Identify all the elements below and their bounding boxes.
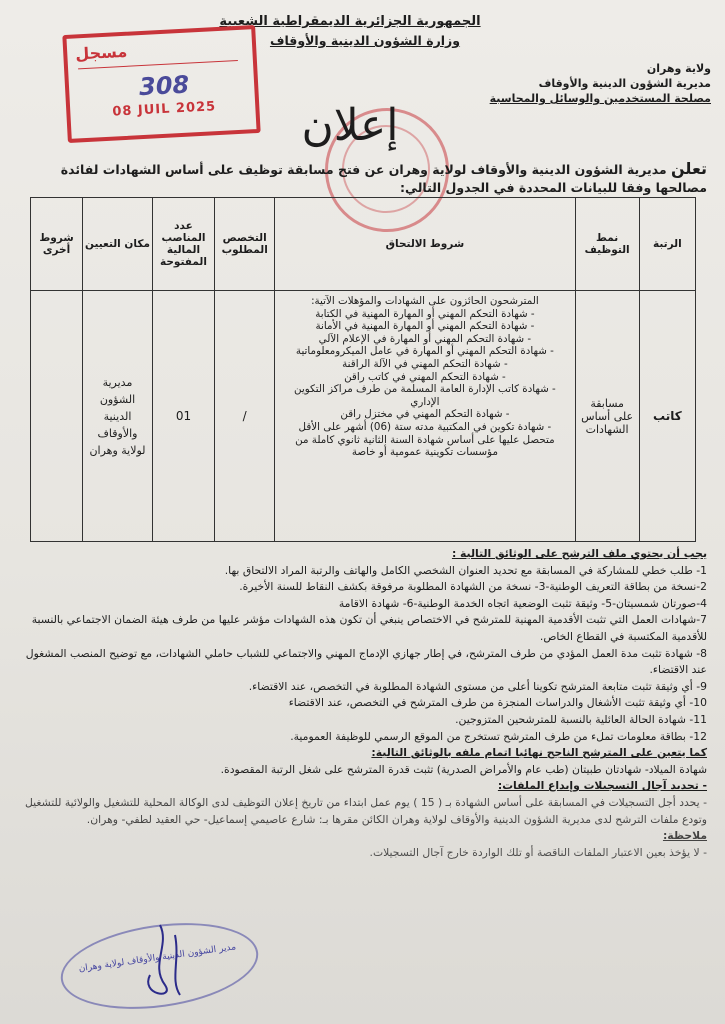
condition-line: - شهادة التحكم المهني في مختزل راقن [340,408,510,421]
page-title: إعلان [301,100,399,151]
cell-mode: مسابقة على أساس الشهادات [575,291,639,542]
note-heading: ملاحظة: [662,829,707,843]
document-item: 2-نسخة من بطاقة التعريف الوطنية-3- نسخة من الشهادة المطلوبة مرفوقة بكشف النقاط للسنة الأخيرة. [239,580,707,594]
condition-line: - شهادة التحكم المهني أو المهارة في الإعلام الآلي [318,332,532,345]
condition-line: - شهادة كاتب الإدارة العامة المسلمة من طرف مراكز التكوين الإداري [294,383,556,408]
header-specialty: التخصص المطلوب [215,198,275,291]
director-stamp-text: مدير الشؤون الدينية والأوقاف لولاية وهران [78,942,237,975]
document-item: 8- شهادة تثبت مدة العمل المؤدي من طرف المترشح، في إطار جهازي الإدماج المهني والاجتماعي للشباب حاملي الشهادات، مع توضيح المنصب المشغول عند الاقتضاء. [25,646,707,677]
service-label: مصلحة المستخدمين والوسائل والمحاسبة [489,92,711,105]
document-item: 12- بطاقة معلومات تملء من طرف المترشح تستخرج من الموقع الرسمي للوظيفة العمومية. [290,729,707,743]
documents-section [22,546,707,861]
stamp-number: 308 [138,70,190,102]
table-header-row [31,198,696,291]
cell-rank: كاتب [639,291,695,542]
document-item: 1- طلب خطي للمشاركة في المسابقة مع تحديد العنوان الشخصي الكامل والهاتف والرتبة المراد الالتحاق بها. [224,563,707,577]
condition-line: - شهادة تكوين في المكتبية مدته ستة (06) أشهر على الأقل متحصل عليها على أساس شهادة السنة الثانية ثانوي كاملة من مؤسسات تكوينية عمومية أو خاصة [295,420,555,459]
deadline-heading: - تحديد آجال التسجيلات وإيداع الملفات: [497,779,707,793]
condition-line: - شهادة التحكم المهني أو المهارة المهنية في الكتابة [315,307,535,320]
cell-conditions [275,291,575,542]
cell-specialty: / [215,291,275,542]
note-text: - لا يؤخذ بعين الاعتبار الملفات الناقصة أو تلك الواردة خارج آجال التسجيلات. [369,845,707,859]
documents-heading: يجب أن يحتوي ملف الترشح على الوثائق التالية : [451,547,707,560]
final-documents-heading: كما يتعين على المترشح الناجح نهائيا اتمام ملفه بالوثائق التالية: [371,746,707,760]
final-documents-text: شهادة الميلاد- شهادتان طبيتان (طب عام والأمراض الصدرية) تثبت قدرة المترشح على شغل الرتبة المقصودة. [220,762,707,776]
condition-line: - شهادة التحكم المهني في الآلة الراقنة [342,357,508,370]
deadline-item: وتودع ملفات الترشح لدى مديرية الشؤون الدينية والأوقاف لولاية وهران الكائن مقرها بـ: شارع عاصيمي إسماعيل- حي العقيد لطفي- وهران. [86,812,707,826]
intro-lead: تعلن [671,159,707,178]
wilaya-label: ولاية وهران [646,62,711,75]
republic-header: الجمهورية الجزائرية الديمقراطية الشعبية [219,14,481,29]
table-row [31,291,696,542]
stamp-date: 08 JUIL 2025 [112,99,217,120]
stamp-word: مسجل [74,41,128,64]
header-mode: نمط التوظيف [575,198,639,291]
condition-line: المترشحون الحائزون على الشهادات والمؤهلات الآتية: [311,295,539,307]
condition-line: - شهادة التحكم المهني أو المهارة المهنية في الأمانة [315,320,535,333]
document-item: 11- شهادة الحالة العائلية بالنسبة للمترشحين المتزوجين. [455,712,707,726]
cell-other [31,291,83,542]
directorate-label: مديرية الشؤون الدينية والأوقاف [538,77,711,90]
document-item: 7-شهادات العمل التي تثبت الأقدمية المهنية للمترشح في الاختصاص ينبغي أن تكون هذه الشهادات مؤشر عليها من طرف هيئة الضمان الاجتماعي بالنسبة للأقدمية المكتسبة في القطاع الخاص. [31,613,707,643]
header-other: شروط أخرى [31,198,83,291]
header-rank: الرتبة [639,198,695,291]
header-posts: عدد المناصب المالية المفتوحة [152,198,214,291]
deadline-item: - يحدد أجل التسجيلات في المسابقة على أساس الشهادة بـ ( 15 ) يوم عمل ابتداء من تاريخ إعلان التوظيف لدى الوكالة المحلية للتشغيل والولائية للتشغيل [25,795,707,809]
announcement-intro [17,160,707,197]
condition-line: - شهادة التحكم المهني في كاتب راقن [344,370,506,383]
intro-text: مديرية الشؤون الدينية والأوقاف لولاية وهران عن فتح مسابقة توظيف على أساس الشهادات لفائدة مصالحها وفقا للبيانات المحددة في الجدول التالي: [60,162,707,195]
condition-line: - شهادة التحكم المهني أو المهارة في عامل الميكرومعلوماتية [295,345,554,358]
signature-mark [120,915,210,1005]
document-item: 4-صورتان شمسيتان-5- وثيقة تثبت الوضعية اتجاه الخدمة الوطنية-6- شهادة الاقامة [338,596,707,610]
cell-place: مديرية الشؤون الدينية والأوقاف لولاية وهران [83,291,153,542]
header-place: مكان التعيين [83,198,153,291]
document-item: 9- أي وثيقة تثبت متابعة المترشح تكوينا أعلى من مستوى الشهادة المطلوبة في التخصص، عند الاقتضاء. [248,679,707,693]
document-item: 10- أي وثيقة تثبت الأشغال والدراسات المنجزة من طرف المترشح في التخصص، عند الاقتضاء [288,696,707,710]
ministry-header: وزارة الشؤون الدينية والأوقاف [269,33,461,48]
cell-posts: 01 [152,291,214,542]
header-conditions: شروط الالتحاق [275,198,575,291]
recruitment-table [30,197,696,542]
